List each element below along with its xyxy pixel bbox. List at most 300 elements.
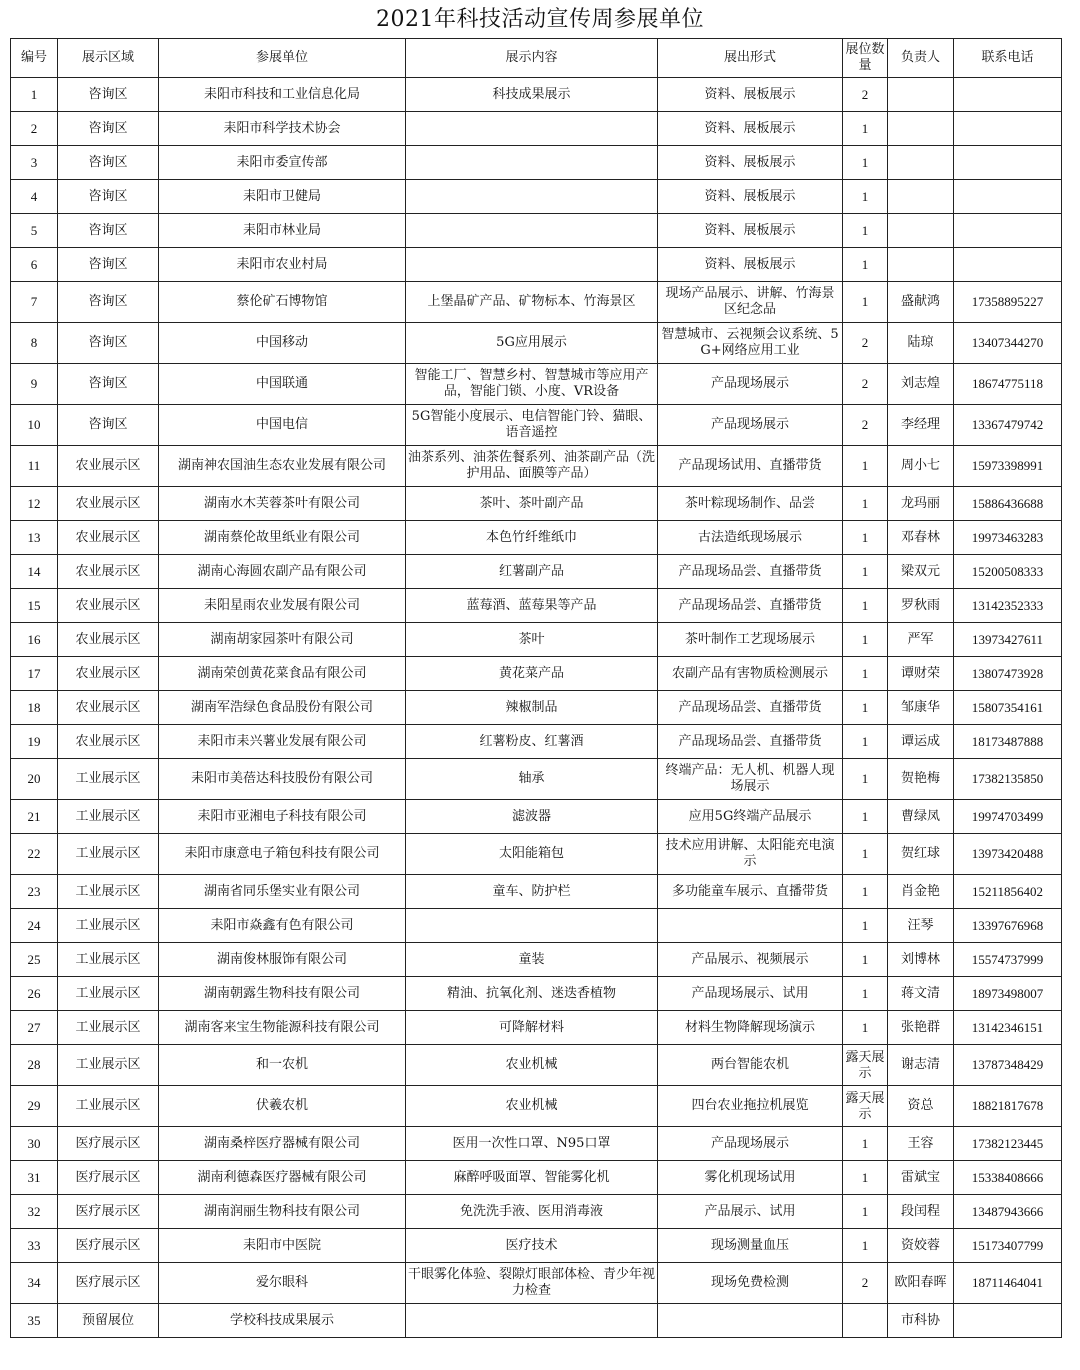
cell-phone: 15574737999 <box>954 943 1062 977</box>
cell-form: 材料生物降解现场演示 <box>658 1011 843 1045</box>
cell-area: 农业展示区 <box>58 487 159 521</box>
cell-form: 产品现场试用、直播带货 <box>658 446 843 487</box>
cell-person: 盛献鸿 <box>888 282 954 323</box>
cell-form: 资料、展板展示 <box>658 214 843 248</box>
cell-unit: 湖南朝露生物科技有限公司 <box>159 977 406 1011</box>
table-row <box>11 875 1062 909</box>
cell-quantity: 1 <box>843 180 888 214</box>
cell-content: 上堡晶矿产品、矿物标本、竹海景区 <box>406 282 658 323</box>
cell-area: 农业展示区 <box>58 657 159 691</box>
cell-number: 21 <box>11 800 58 834</box>
cell-form: 资料、展板展示 <box>658 78 843 112</box>
cell-number: 3 <box>11 146 58 180</box>
cell-area: 预留展位 <box>58 1304 159 1338</box>
cell-content: 麻醉呼吸面罩、智能雾化机 <box>406 1161 658 1195</box>
cell-quantity: 1 <box>843 446 888 487</box>
cell-number: 5 <box>11 214 58 248</box>
cell-unit: 耒阳市林业局 <box>159 214 406 248</box>
header-form: 展出形式 <box>658 39 843 78</box>
cell-quantity: 1 <box>843 943 888 977</box>
cell-phone: 19973463283 <box>954 521 1062 555</box>
cell-person: 资姣蓉 <box>888 1229 954 1263</box>
cell-person: 周小七 <box>888 446 954 487</box>
table-row <box>11 248 1062 282</box>
cell-person: 邓春林 <box>888 521 954 555</box>
cell-content: 5G应用展示 <box>406 323 658 364</box>
cell-phone: 13142352333 <box>954 589 1062 623</box>
cell-quantity: 1 <box>843 248 888 282</box>
cell-number: 2 <box>11 112 58 146</box>
cell-form: 产品现场品尝、直播带货 <box>658 691 843 725</box>
table-row <box>11 1304 1062 1338</box>
cell-number: 19 <box>11 725 58 759</box>
cell-number: 34 <box>11 1263 58 1304</box>
cell-content: 黄花菜产品 <box>406 657 658 691</box>
cell-number: 31 <box>11 1161 58 1195</box>
header-quantity: 展位数量 <box>843 39 888 78</box>
cell-number: 32 <box>11 1195 58 1229</box>
cell-unit: 湖南神农国油生态农业发展有限公司 <box>159 446 406 487</box>
cell-number: 9 <box>11 364 58 405</box>
cell-content: 轴承 <box>406 759 658 800</box>
cell-area: 工业展示区 <box>58 977 159 1011</box>
cell-area: 医疗展示区 <box>58 1263 159 1304</box>
cell-person: 张艳群 <box>888 1011 954 1045</box>
table-header-row <box>11 39 1062 78</box>
cell-area: 医疗展示区 <box>58 1195 159 1229</box>
cell-area: 医疗展示区 <box>58 1161 159 1195</box>
cell-form: 现场产品展示、讲解、竹海景区纪念品 <box>658 282 843 323</box>
cell-phone: 18173487888 <box>954 725 1062 759</box>
cell-number: 29 <box>11 1086 58 1127</box>
cell-phone: 13807473928 <box>954 657 1062 691</box>
cell-number: 11 <box>11 446 58 487</box>
table-row <box>11 589 1062 623</box>
cell-phone: 13367479742 <box>954 405 1062 446</box>
cell-number: 18 <box>11 691 58 725</box>
cell-unit: 耒阳市农业村局 <box>159 248 406 282</box>
cell-content: 童车、防护栏 <box>406 875 658 909</box>
table-row <box>11 282 1062 323</box>
cell-person: 欧阳春晖 <box>888 1263 954 1304</box>
cell-number: 28 <box>11 1045 58 1086</box>
table-row <box>11 214 1062 248</box>
cell-area: 咨询区 <box>58 78 159 112</box>
cell-person: 汪琴 <box>888 909 954 943</box>
cell-person: 曹绿凤 <box>888 800 954 834</box>
table-row <box>11 555 1062 589</box>
cell-unit: 湖南润丽生物科技有限公司 <box>159 1195 406 1229</box>
cell-person: 刘博林 <box>888 943 954 977</box>
cell-number: 16 <box>11 623 58 657</box>
cell-person: 李经理 <box>888 405 954 446</box>
cell-unit: 耒阳市美蓓达科技股份有限公司 <box>159 759 406 800</box>
cell-quantity: 1 <box>843 146 888 180</box>
cell-quantity: 2 <box>843 405 888 446</box>
table-row <box>11 487 1062 521</box>
cell-person: 陆琼 <box>888 323 954 364</box>
cell-area: 咨询区 <box>58 405 159 446</box>
cell-unit: 伏羲农机 <box>159 1086 406 1127</box>
cell-form: 两台智能农机 <box>658 1045 843 1086</box>
table-row <box>11 1263 1062 1304</box>
cell-quantity: 1 <box>843 1127 888 1161</box>
table-row <box>11 759 1062 800</box>
cell-quantity: 1 <box>843 521 888 555</box>
cell-unit: 湖南利德森医疗器械有限公司 <box>159 1161 406 1195</box>
cell-unit: 耒阳市亚湘电子科技有限公司 <box>159 800 406 834</box>
cell-form: 资料、展板展示 <box>658 248 843 282</box>
cell-quantity: 2 <box>843 78 888 112</box>
cell-form: 产品展示、试用 <box>658 1195 843 1229</box>
cell-form: 雾化机现场试用 <box>658 1161 843 1195</box>
header-person: 负责人 <box>888 39 954 78</box>
cell-person: 严军 <box>888 623 954 657</box>
table-row <box>11 1086 1062 1127</box>
cell-area: 农业展示区 <box>58 589 159 623</box>
cell-person <box>888 180 954 214</box>
cell-number: 7 <box>11 282 58 323</box>
cell-unit: 耒阳星雨农业发展有限公司 <box>159 589 406 623</box>
cell-content <box>406 909 658 943</box>
cell-number: 13 <box>11 521 58 555</box>
cell-unit: 湖南胡家园茶叶有限公司 <box>159 623 406 657</box>
cell-quantity: 露天展示 <box>843 1086 888 1127</box>
cell-phone <box>954 78 1062 112</box>
cell-area: 农业展示区 <box>58 446 159 487</box>
cell-person: 贺红球 <box>888 834 954 875</box>
cell-quantity: 1 <box>843 1195 888 1229</box>
cell-number: 33 <box>11 1229 58 1263</box>
cell-phone: 18711464041 <box>954 1263 1062 1304</box>
cell-content: 干眼雾化体验、裂隙灯眼部体检、青少年视力检查 <box>406 1263 658 1304</box>
cell-quantity: 1 <box>843 759 888 800</box>
table-row <box>11 323 1062 364</box>
cell-number: 1 <box>11 78 58 112</box>
cell-phone <box>954 1304 1062 1338</box>
cell-phone: 15173407799 <box>954 1229 1062 1263</box>
cell-phone: 13397676968 <box>954 909 1062 943</box>
table-row <box>11 800 1062 834</box>
table-row <box>11 1127 1062 1161</box>
cell-area: 咨询区 <box>58 214 159 248</box>
cell-area: 咨询区 <box>58 146 159 180</box>
cell-content: 农业机械 <box>406 1086 658 1127</box>
cell-area: 工业展示区 <box>58 909 159 943</box>
cell-content: 太阳能箱包 <box>406 834 658 875</box>
cell-content: 医疗技术 <box>406 1229 658 1263</box>
header-content: 展示内容 <box>406 39 658 78</box>
cell-person: 资总 <box>888 1086 954 1127</box>
exhibitor-table <box>10 38 1062 1338</box>
table-row <box>11 725 1062 759</box>
cell-quantity <box>843 1304 888 1338</box>
cell-number: 26 <box>11 977 58 1011</box>
cell-quantity: 1 <box>843 977 888 1011</box>
cell-content: 红薯粉皮、红薯酒 <box>406 725 658 759</box>
cell-person: 王容 <box>888 1127 954 1161</box>
cell-form: 茶叶制作工艺现场展示 <box>658 623 843 657</box>
cell-area: 农业展示区 <box>58 623 159 657</box>
cell-quantity: 1 <box>843 1011 888 1045</box>
cell-quantity: 1 <box>843 112 888 146</box>
cell-quantity: 2 <box>843 1263 888 1304</box>
table-row <box>11 180 1062 214</box>
header-unit: 参展单位 <box>159 39 406 78</box>
table-row <box>11 657 1062 691</box>
cell-form: 四台农业拖拉机展览 <box>658 1086 843 1127</box>
header-number: 编号 <box>11 39 58 78</box>
cell-form: 智慧城市、云视频会议系统、5G+网络应用工业 <box>658 323 843 364</box>
cell-unit: 湖南客来宝生物能源科技有限公司 <box>159 1011 406 1045</box>
cell-form: 应用5G终端产品展示 <box>658 800 843 834</box>
cell-unit: 中国移动 <box>159 323 406 364</box>
cell-area: 工业展示区 <box>58 875 159 909</box>
cell-number: 4 <box>11 180 58 214</box>
cell-person: 肖金艳 <box>888 875 954 909</box>
cell-area: 医疗展示区 <box>58 1229 159 1263</box>
cell-person: 市科协 <box>888 1304 954 1338</box>
cell-unit: 耒阳市耒兴薯业发展有限公司 <box>159 725 406 759</box>
cell-area: 农业展示区 <box>58 691 159 725</box>
cell-form: 资料、展板展示 <box>658 146 843 180</box>
cell-form <box>658 1304 843 1338</box>
cell-form: 产品现场展示 <box>658 1127 843 1161</box>
header-phone: 联系电话 <box>954 39 1062 78</box>
cell-area: 咨询区 <box>58 112 159 146</box>
cell-content: 精油、抗氧化剂、迷迭香植物 <box>406 977 658 1011</box>
cell-area: 工业展示区 <box>58 834 159 875</box>
cell-content: 科技成果展示 <box>406 78 658 112</box>
cell-unit: 和一农机 <box>159 1045 406 1086</box>
table-row <box>11 1229 1062 1263</box>
cell-person: 刘志煌 <box>888 364 954 405</box>
cell-form: 资料、展板展示 <box>658 112 843 146</box>
cell-area: 工业展示区 <box>58 800 159 834</box>
cell-phone <box>954 112 1062 146</box>
cell-person: 雷斌宝 <box>888 1161 954 1195</box>
cell-form: 茶叶粽现场制作、品尝 <box>658 487 843 521</box>
cell-person <box>888 248 954 282</box>
cell-number: 10 <box>11 405 58 446</box>
cell-person <box>888 112 954 146</box>
cell-number: 12 <box>11 487 58 521</box>
cell-unit: 湖南俊林服饰有限公司 <box>159 943 406 977</box>
cell-phone <box>954 146 1062 180</box>
cell-area: 工业展示区 <box>58 1011 159 1045</box>
cell-content: 茶叶、茶叶副产品 <box>406 487 658 521</box>
cell-content: 免洗洗手液、医用消毒液 <box>406 1195 658 1229</box>
cell-unit: 耒阳市科学技术协会 <box>159 112 406 146</box>
table-row <box>11 977 1062 1011</box>
table-body <box>11 78 1062 1338</box>
cell-quantity: 露天展示 <box>843 1045 888 1086</box>
cell-quantity: 1 <box>843 657 888 691</box>
cell-content <box>406 146 658 180</box>
cell-quantity: 1 <box>843 800 888 834</box>
table-row <box>11 943 1062 977</box>
cell-content: 医用一次性口罩、N95口罩 <box>406 1127 658 1161</box>
cell-form: 多功能童车展示、直播带货 <box>658 875 843 909</box>
cell-number: 20 <box>11 759 58 800</box>
cell-form: 产品现场展示、试用 <box>658 977 843 1011</box>
cell-person <box>888 214 954 248</box>
cell-area: 咨询区 <box>58 364 159 405</box>
cell-phone: 17382135850 <box>954 759 1062 800</box>
cell-phone: 18973498007 <box>954 977 1062 1011</box>
table-row <box>11 78 1062 112</box>
cell-phone: 15886436688 <box>954 487 1062 521</box>
table-row <box>11 623 1062 657</box>
cell-area: 咨询区 <box>58 282 159 323</box>
cell-content: 5G智能小度展示、电信智能门铃、猫眼、语音遥控 <box>406 405 658 446</box>
cell-area: 咨询区 <box>58 248 159 282</box>
cell-person: 段闰程 <box>888 1195 954 1229</box>
cell-form <box>658 909 843 943</box>
cell-phone: 15338408666 <box>954 1161 1062 1195</box>
cell-person: 蒋文清 <box>888 977 954 1011</box>
cell-quantity: 1 <box>843 1229 888 1263</box>
cell-form: 古法造纸现场展示 <box>658 521 843 555</box>
cell-unit: 湖南省同乐堡实业有限公司 <box>159 875 406 909</box>
cell-unit: 耒阳市卫健局 <box>159 180 406 214</box>
cell-number: 23 <box>11 875 58 909</box>
cell-area: 工业展示区 <box>58 1086 159 1127</box>
cell-number: 15 <box>11 589 58 623</box>
cell-person <box>888 78 954 112</box>
table-row <box>11 691 1062 725</box>
cell-area: 咨询区 <box>58 323 159 364</box>
table-row <box>11 446 1062 487</box>
cell-unit: 湖南荣创黄花菜食品有限公司 <box>159 657 406 691</box>
cell-person: 邹康华 <box>888 691 954 725</box>
cell-unit: 耒阳市中医院 <box>159 1229 406 1263</box>
table-row <box>11 834 1062 875</box>
cell-phone: 15807354161 <box>954 691 1062 725</box>
cell-quantity: 1 <box>843 834 888 875</box>
cell-content: 智能工厂、智慧乡村、智慧城市等应用产品，智能门锁、小度、VR设备 <box>406 364 658 405</box>
cell-number: 35 <box>11 1304 58 1338</box>
cell-phone: 18674775118 <box>954 364 1062 405</box>
cell-number: 17 <box>11 657 58 691</box>
cell-phone: 15973398991 <box>954 446 1062 487</box>
cell-quantity: 1 <box>843 214 888 248</box>
cell-number: 27 <box>11 1011 58 1045</box>
cell-unit: 中国电信 <box>159 405 406 446</box>
cell-phone: 13787348429 <box>954 1045 1062 1086</box>
cell-phone: 15200508333 <box>954 555 1062 589</box>
header-area: 展示区域 <box>58 39 159 78</box>
cell-quantity: 1 <box>843 487 888 521</box>
cell-phone: 13973427611 <box>954 623 1062 657</box>
cell-number: 25 <box>11 943 58 977</box>
cell-person: 龙玛丽 <box>888 487 954 521</box>
cell-quantity: 1 <box>843 691 888 725</box>
cell-content: 本色竹纤维纸巾 <box>406 521 658 555</box>
cell-content: 可降解材料 <box>406 1011 658 1045</box>
cell-content <box>406 248 658 282</box>
cell-unit: 耒阳市委宣传部 <box>159 146 406 180</box>
cell-phone: 19974703499 <box>954 800 1062 834</box>
cell-person: 谭财荣 <box>888 657 954 691</box>
cell-area: 工业展示区 <box>58 759 159 800</box>
cell-form: 终端产品：无人机、机器人现场展示 <box>658 759 843 800</box>
cell-quantity: 1 <box>843 282 888 323</box>
cell-quantity: 1 <box>843 725 888 759</box>
cell-number: 30 <box>11 1127 58 1161</box>
cell-form: 农副产品有害物质检测展示 <box>658 657 843 691</box>
cell-phone <box>954 214 1062 248</box>
cell-form: 产品现场展示 <box>658 405 843 446</box>
cell-phone: 15211856402 <box>954 875 1062 909</box>
cell-phone: 13973420488 <box>954 834 1062 875</box>
cell-content: 红薯副产品 <box>406 555 658 589</box>
cell-unit: 耒阳市焱鑫有色有限公司 <box>159 909 406 943</box>
cell-number: 8 <box>11 323 58 364</box>
cell-area: 咨询区 <box>58 180 159 214</box>
cell-unit: 耒阳市科技和工业信息化局 <box>159 78 406 112</box>
cell-content <box>406 1304 658 1338</box>
cell-person: 罗秋雨 <box>888 589 954 623</box>
cell-content: 童装 <box>406 943 658 977</box>
cell-quantity: 1 <box>843 909 888 943</box>
cell-content: 油茶系列、油茶佐餐系列、油茶副产品（洗护用品、面膜等产品） <box>406 446 658 487</box>
cell-person: 贺艳梅 <box>888 759 954 800</box>
cell-quantity: 1 <box>843 589 888 623</box>
cell-quantity: 2 <box>843 323 888 364</box>
cell-form: 产品展示、视频展示 <box>658 943 843 977</box>
table-row <box>11 1011 1062 1045</box>
cell-unit: 湖南水木芙蓉茶叶有限公司 <box>159 487 406 521</box>
cell-person: 谢志清 <box>888 1045 954 1086</box>
table-row <box>11 405 1062 446</box>
cell-form: 资料、展板展示 <box>658 180 843 214</box>
cell-content: 茶叶 <box>406 623 658 657</box>
cell-number: 24 <box>11 909 58 943</box>
cell-person: 梁双元 <box>888 555 954 589</box>
cell-area: 农业展示区 <box>58 555 159 589</box>
cell-quantity: 1 <box>843 1161 888 1195</box>
cell-phone: 13407344270 <box>954 323 1062 364</box>
cell-form: 技术应用讲解、太阳能充电演示 <box>658 834 843 875</box>
cell-unit: 爱尔眼科 <box>159 1263 406 1304</box>
cell-content: 蓝莓酒、蓝莓果等产品 <box>406 589 658 623</box>
cell-unit: 湖南军浩绿色食品股份有限公司 <box>159 691 406 725</box>
cell-form: 产品现场品尝、直播带货 <box>658 555 843 589</box>
cell-area: 农业展示区 <box>58 725 159 759</box>
cell-unit: 湖南心海圆农副产品有限公司 <box>159 555 406 589</box>
cell-content <box>406 112 658 146</box>
cell-phone <box>954 180 1062 214</box>
cell-content: 辣椒制品 <box>406 691 658 725</box>
cell-phone: 13487943666 <box>954 1195 1062 1229</box>
table-row <box>11 112 1062 146</box>
cell-unit: 湖南桑梓医疗器械有限公司 <box>159 1127 406 1161</box>
cell-content <box>406 180 658 214</box>
table-row <box>11 1161 1062 1195</box>
cell-phone: 17382123445 <box>954 1127 1062 1161</box>
cell-area: 农业展示区 <box>58 521 159 555</box>
cell-unit: 耒阳市康意电子箱包科技有限公司 <box>159 834 406 875</box>
cell-form: 产品现场品尝、直播带货 <box>658 589 843 623</box>
cell-content: 滤波器 <box>406 800 658 834</box>
cell-quantity: 1 <box>843 875 888 909</box>
cell-unit: 湖南蔡伦故里纸业有限公司 <box>159 521 406 555</box>
cell-person <box>888 146 954 180</box>
cell-quantity: 1 <box>843 623 888 657</box>
cell-phone: 18821817678 <box>954 1086 1062 1127</box>
cell-area: 工业展示区 <box>58 1045 159 1086</box>
